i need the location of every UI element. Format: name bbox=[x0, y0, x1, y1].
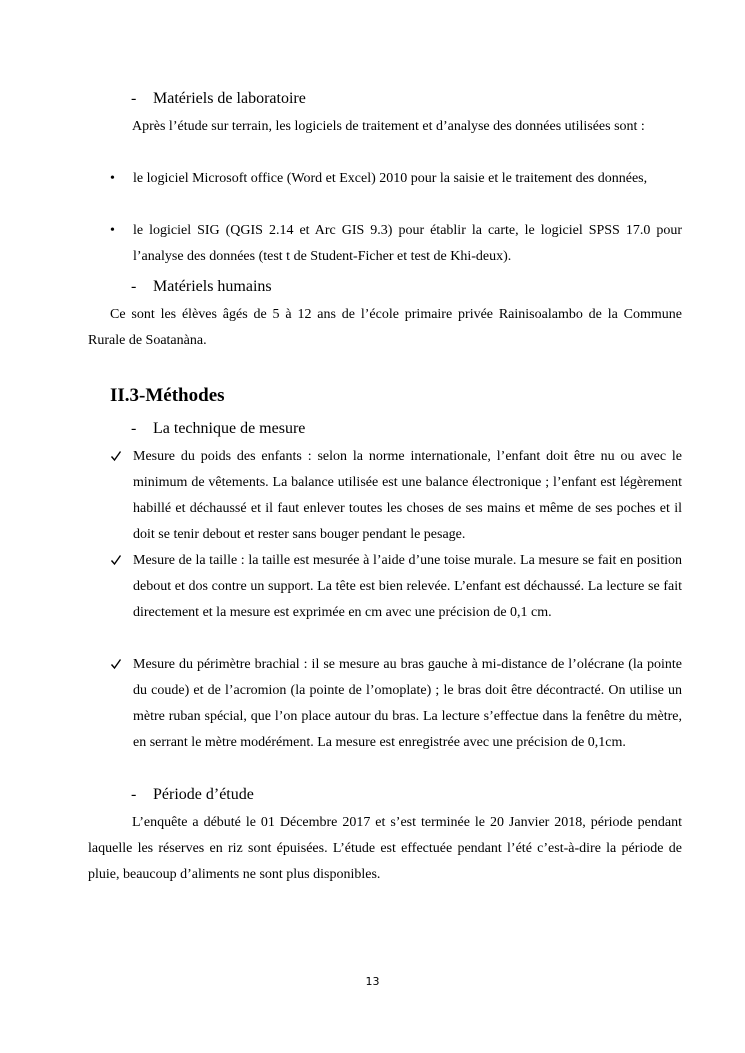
subheading-materiels-humains: - Matériels humains bbox=[131, 278, 272, 295]
subheading-materiels-laboratoire: - Matériels de laboratoire bbox=[131, 90, 306, 107]
bullet-item bbox=[88, 166, 682, 218]
check-item bbox=[88, 652, 682, 782]
section-title-methodes: II.3-Méthodes bbox=[110, 385, 225, 406]
bullet-item bbox=[88, 218, 682, 270]
check-item-text: Mesure de la taille : la taille est mesurée à l’aide d’une toise murale. La mesure se fait en position debout et dos contre un support. La tête est bien relevée. L’enfant est déchaussé. La lecture se fait directement et la mesure est exprimée en cm avec une précision de 0,1 cm. bbox=[133, 553, 682, 620]
paragraph-periode-etude: L’enquête a débuté le 01 Décembre 2017 et s’est terminée le 20 Janvier 2018, période pendant laquelle les réserves en riz sont épuisées. L’étude est effectuée pendant l’été c’est-à-dire la période de pluie, beaucoup d’aliments ne sont plus disponibles. bbox=[88, 815, 682, 882]
bullet-text: le logiciel Microsoft office (Word et Excel) 2010 pour la saisie et le traitement des données, bbox=[133, 171, 648, 186]
check-item bbox=[88, 548, 682, 652]
subheading-technique-mesure: - La technique de mesure bbox=[131, 420, 306, 437]
dash-marker: - bbox=[131, 786, 137, 803]
check-item bbox=[88, 444, 682, 548]
bullet-marker: • bbox=[110, 223, 115, 238]
check-icon bbox=[110, 554, 122, 566]
check-icon bbox=[110, 658, 122, 670]
dash-marker: - bbox=[131, 420, 137, 437]
bullet-marker: • bbox=[110, 171, 115, 186]
subheading-periode-etude: - Période d’étude bbox=[131, 786, 254, 803]
paragraph-logiciels-intro: Après l’étude sur terrain, les logiciels de traitement et d’analyse des données utilisées sont : bbox=[132, 119, 645, 134]
dash-marker: - bbox=[131, 278, 137, 295]
page-number: 13 bbox=[365, 975, 380, 988]
check-item-text: Mesure du poids des enfants : selon la norme internationale, l’enfant doit être nu ou avec le minimum de vêtements. La balance utilisée est une balance électronique ; l’enfant est légèrement habillé et déchaussé et il faut enlever toutes les choses de ses mains et même de ses poches et il doit se tenir debout et rester sans bouger pendant le pesage. bbox=[133, 449, 682, 542]
dash-marker: - bbox=[131, 90, 137, 107]
paragraph-materiels-humains: Ce sont les élèves âgés de 5 à 12 ans de l’école primaire privée Rainisoalambo de la Commune Rurale de Soatanàna. bbox=[88, 307, 682, 348]
check-item-text: Mesure du périmètre brachial : il se mesure au bras gauche à mi-distance de l’olécrane (la pointe du coude) et de l’acromion (la pointe de l’omoplate) ; le bras doit être décontracté. On utilise un mètre ruban spécial, que l’on place autour du bras. La lecture s’effectue dans la fenêtre du mètre, en serrant le mètre modérément. La mesure est enregistrée avec une précision de 0,1cm. bbox=[133, 657, 682, 750]
check-icon bbox=[110, 450, 122, 462]
bullet-text: le logiciel SIG (QGIS 2.14 et Arc GIS 9.3) pour établir la carte, le logiciel SPSS 17.0 pour l’analyse des données (test t de Student-Ficher et test de Khi-deux). bbox=[133, 223, 682, 264]
